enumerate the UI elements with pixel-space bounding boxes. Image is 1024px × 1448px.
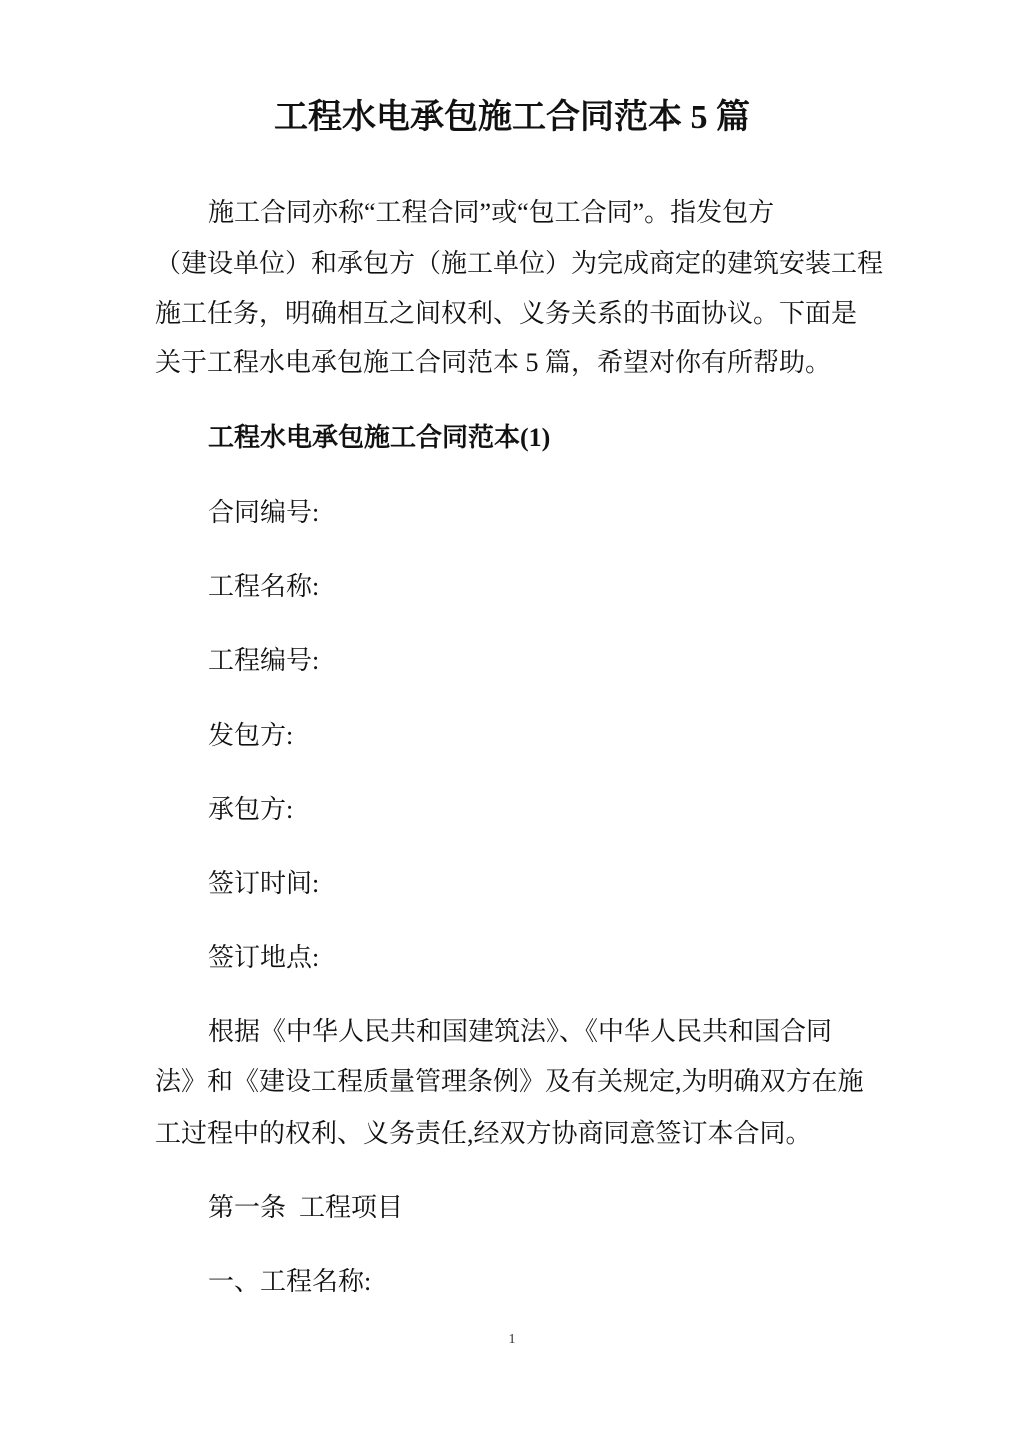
intro-line: 施工任务，明确相互之间权利、义务关系的书面协议。下面是 [155, 299, 858, 328]
document-title: 工程水电承包施工合同范本 5 篇 [274, 99, 750, 136]
field-project-number: 工程编号: [208, 646, 320, 675]
field-contract-number: 合同编号: [208, 498, 320, 527]
field-contractor: 承包方: [208, 795, 294, 824]
intro-line: （建设单位）和承包方（施工单位）为完成商定的建筑安装工程 [155, 249, 884, 278]
intro-line: 关于工程水电承包施工合同范本 5 篇，希望对你有所帮助。 [155, 348, 832, 377]
article-heading: 第一条 工程项目 [208, 1193, 404, 1222]
field-employer: 发包方: [208, 721, 294, 750]
basis-line: 法》和《建设工程质量管理条例》及有关规定,为明确双方在施 [155, 1067, 864, 1096]
field-project-name: 工程名称: [208, 572, 320, 601]
field-signing-time: 签订时间: [208, 869, 320, 898]
section-heading: 工程水电承包施工合同范本(1) [208, 423, 551, 452]
page-number: 1 [508, 1332, 516, 1347]
basis-line: 工过程中的权利、义务责任,经双方协商同意签订本合同。 [155, 1119, 812, 1148]
item-label: 一、工程名称: [208, 1267, 372, 1296]
intro-line: 施工合同亦称“工程合同”或“包工合同”。指发包方 [208, 198, 775, 227]
basis-line: 根据《中华人民共和国建筑法》、《中华人民共和国合同 [208, 1017, 833, 1046]
field-signing-place: 签订地点: [208, 943, 320, 972]
